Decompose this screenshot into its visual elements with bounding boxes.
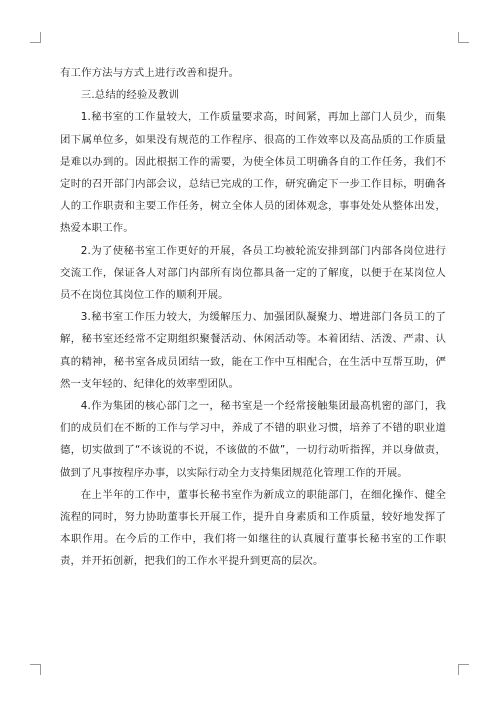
crop-mark-bottom-right <box>458 664 469 675</box>
crop-mark-bottom-left <box>30 664 41 675</box>
paragraph-summary: 在上半年的工作中，董事长秘书室作为新成立的职能部门，在细化操作、健全流程的同时，努力协助董事长开展工作，提升自身素质和工作质量，较好地发挥了本职作用。在今后的工作中，我们将一如继往的认真履行董事长秘书室的工作职责，并开拓创新，把我们的工作水平提升到更高的层次。 <box>60 488 446 568</box>
paragraph-1: 1.秘书室的工作量较大，工作质量要求高，时间紧，再加上部门人员少，而集团下属单位多，如果没有规范的工作程序、很高的工作效率以及高品质的工作质量是难以办到的。因此根据工作的需要，为使全体员工明确各自的工作任务，我们不定时的召开部门内部会议，总结已完成的工作，研究确定下一步工作目标，明确各人的工作职责和主要工作任务，树立全体人员的团体观念，事事处处从整体出发，热爱本职工作。 <box>60 111 446 235</box>
crop-mark-top-left <box>30 32 41 43</box>
paragraph-continuation: 有工作方法与方式上进行改善和提升。 <box>60 67 240 79</box>
paragraph-2: 2.为了使秘书室工作更好的开展，各员工均被轮流安排到部门内部各岗位进行交流工作，保证各人对部门内部所有岗位都具备一定的了解度，以便于在某岗位人员不在岗位其岗位工作的顺利开展。 <box>60 244 446 302</box>
paragraph-3: 3.秘书室工作压力较大，为缓解压力、加强团队凝聚力、增进部门各员工的了解，秘书室还经常不定期组织聚餐活动、休闲活动等。本着团结、活泼、严肃、认真的精神，秘书室各成员团结一致，能在工作中互相配合，在生活中互帮互助，俨然一支年轻的、纪律化的效率型团队。 <box>60 311 446 390</box>
document-body <box>60 62 446 573</box>
paragraph-4: 4.作为集团的核心部门之一，秘书室是一个经常接触集团最高机密的部门，我们的成员们在不断的工作与学习中，养成了不错的职业习惯，培养了不错的职业道德，切实做到了“不该说的不说，不该做的不做”，一切行动听指挥，并以身做责，做到了凡事按程序办事，以实际行动全力支持集团规范化管理工作的开展。 <box>60 400 446 479</box>
crop-mark-top-right <box>458 32 469 43</box>
section-heading: 三.总结的经验及教训 <box>80 89 180 102</box>
